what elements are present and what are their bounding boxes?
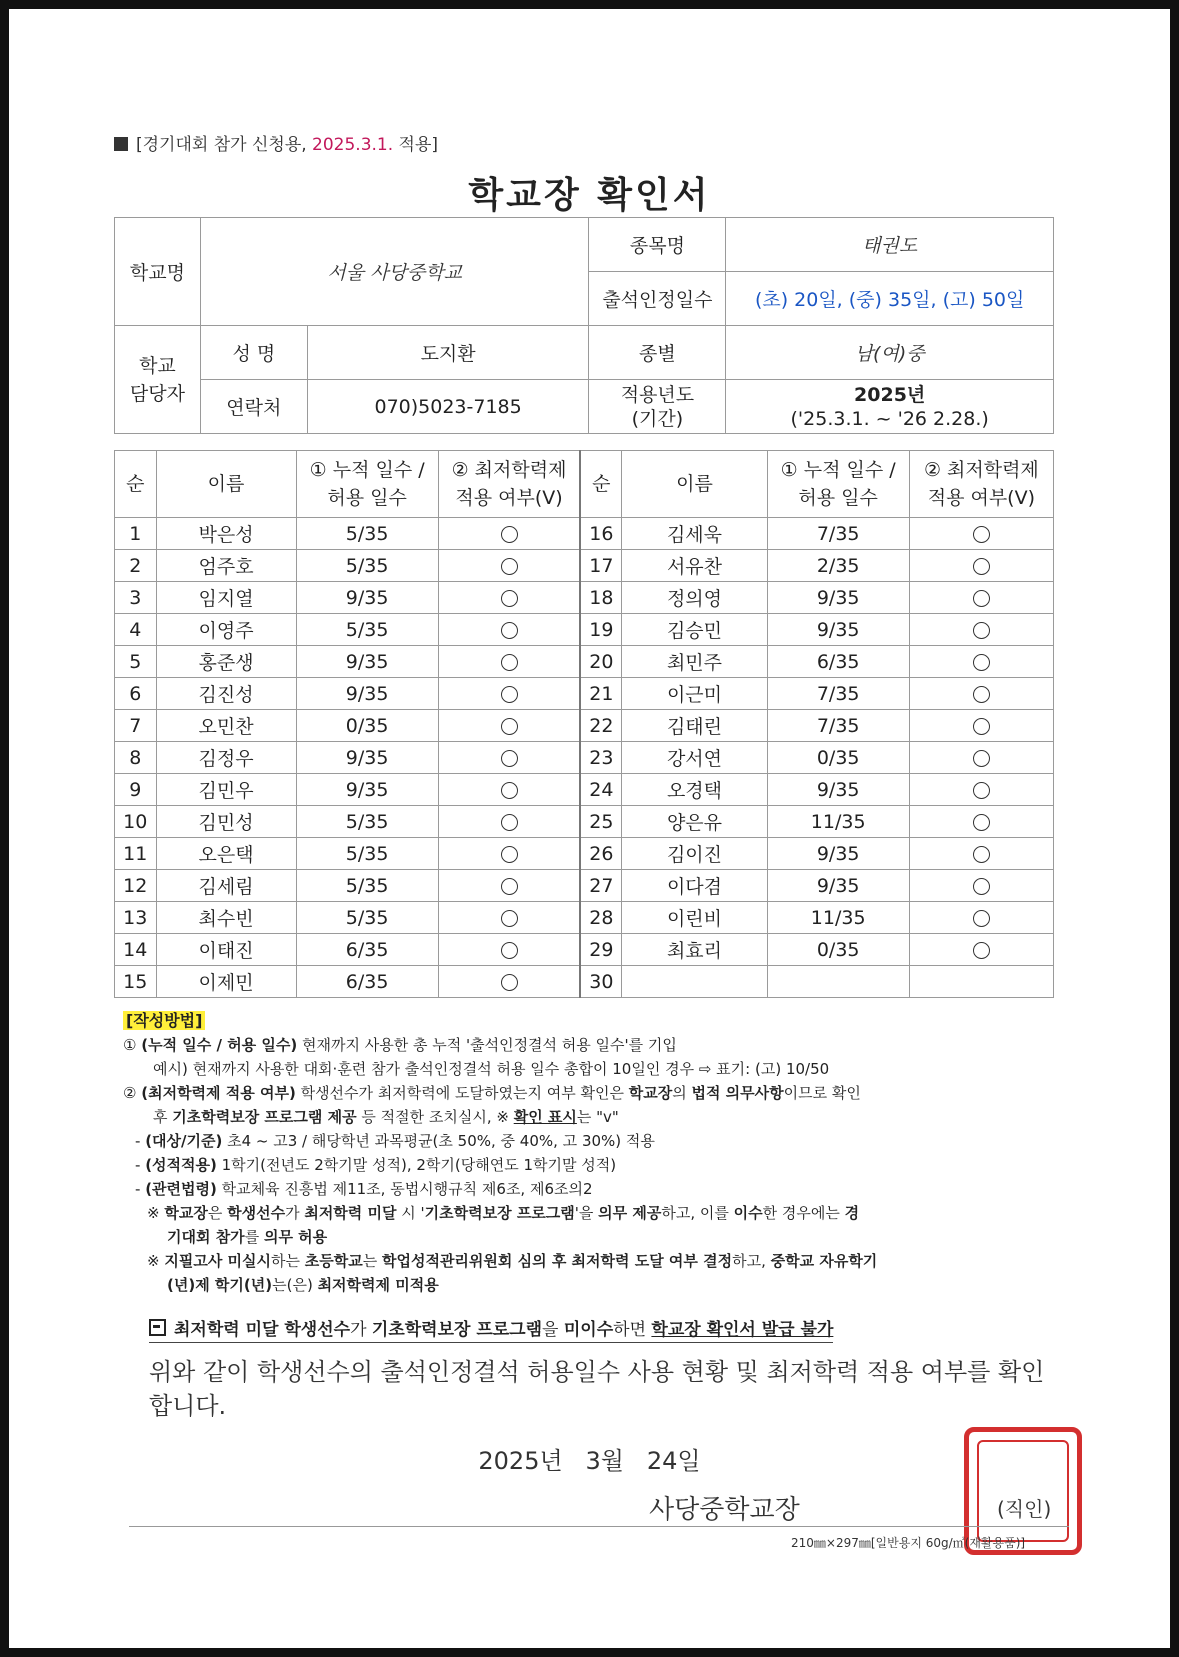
- contact-value: 070)5023-7185: [307, 380, 589, 434]
- year-cell: [726, 380, 1054, 434]
- roster-cell-days: 5/35: [296, 550, 438, 582]
- roster-cell-min: [909, 870, 1053, 902]
- roster-cell-days: 11/35: [767, 806, 909, 838]
- effective-date: 2025.3.1.: [312, 135, 394, 155]
- principal-signer: 사당중학교장: [649, 1495, 800, 1525]
- roster-cell-min: [438, 614, 580, 646]
- roster-cell-days: 6/35: [767, 646, 909, 678]
- circle-mark-icon: [501, 686, 518, 703]
- roster-row: [115, 870, 1054, 902]
- school-name-value: 서울 사당중학교: [200, 218, 589, 326]
- roster-cell-no: 10: [115, 806, 157, 838]
- circle-mark-icon: [501, 654, 518, 671]
- roster-cell-days: 5/35: [296, 806, 438, 838]
- roster-cell-name: 김세욱: [622, 518, 767, 550]
- attendance-label: 출석인정일수: [589, 272, 726, 326]
- roster-row: [115, 742, 1054, 774]
- circle-mark-icon: [501, 750, 518, 767]
- roster-cell-min: [909, 806, 1053, 838]
- roster-row: [115, 806, 1054, 838]
- roster-cell-no: 17: [580, 550, 622, 582]
- roster-cell-no: 25: [580, 806, 622, 838]
- roster-cell-no: 27: [580, 870, 622, 902]
- confirmation-statement: 위와 같이 학생선수의 출석인정결석 허용일수 사용 현황 및 최저학력 적용 여부를 확인합니다.: [149, 1358, 1045, 1420]
- arrow-box-icon: [149, 1319, 166, 1336]
- roster-cell-min: [438, 838, 580, 870]
- roster-cell-min: [909, 646, 1053, 678]
- gender-label: 종별: [589, 326, 726, 380]
- roster-cell-days: 11/35: [767, 902, 909, 934]
- roster-cell-days: [767, 966, 909, 998]
- roster-cell-name: 강서연: [622, 742, 767, 774]
- roster-cell-no: 30: [580, 966, 622, 998]
- header-days: ① 누적 일수 / 허용 일수: [767, 451, 909, 518]
- roster-cell-min: [438, 742, 580, 774]
- roster-cell-name: 오경택: [622, 774, 767, 806]
- header-name: 이름: [622, 451, 767, 518]
- roster-cell-days: 9/35: [296, 646, 438, 678]
- roster-cell-name: 오은택: [156, 838, 296, 870]
- circle-mark-icon: [973, 718, 990, 735]
- roster-cell-name: 오민찬: [156, 710, 296, 742]
- roster-cell-min: [909, 966, 1053, 998]
- circle-mark-icon: [501, 814, 518, 831]
- roster-cell-min: [909, 742, 1053, 774]
- gender-value: 남(여)중: [726, 326, 1054, 380]
- paper-spec: 210㎜×297㎜[일반용지 60g/㎡(재활용품)]: [791, 1536, 1026, 1550]
- roster-row: [115, 902, 1054, 934]
- issue-date: 2025년 3월 24일: [478, 1447, 701, 1475]
- roster-cell-no: 13: [115, 902, 157, 934]
- roster-cell-days: 0/35: [767, 934, 909, 966]
- circle-mark-icon: [973, 846, 990, 863]
- roster-row: [115, 518, 1054, 550]
- roster-cell-name: 정의영: [622, 582, 767, 614]
- notice-line: 최저학력 미달 학생선수가 기초학력보장 프로그램을 미이수하면 학교장 확인서 발급 불가: [149, 1315, 833, 1343]
- roster-cell-name: 김민성: [156, 806, 296, 838]
- circle-mark-icon: [973, 558, 990, 575]
- guide-line-3: ② (최저학력제 적용 여부) 학생선수가 최저학력에 도달하였는지 여부 확인은 학교장의 법적 의무사항이므로 확인: [123, 1084, 861, 1102]
- header-name: 이름: [156, 451, 296, 518]
- header-min: ② 최저학력제 적용 여부(V): [909, 451, 1053, 518]
- roster-cell-name: 이근미: [622, 678, 767, 710]
- manager-label: 학교 담당자: [115, 326, 201, 434]
- roster-row: [115, 646, 1054, 678]
- roster-cell-days: 2/35: [767, 550, 909, 582]
- roster-cell-no: 2: [115, 550, 157, 582]
- circle-mark-icon: [973, 590, 990, 607]
- roster-cell-name: 홍준생: [156, 646, 296, 678]
- roster-cell-days: 7/35: [767, 678, 909, 710]
- roster-cell-days: 9/35: [767, 774, 909, 806]
- roster-cell-no: 5: [115, 646, 157, 678]
- roster-cell-min: [438, 806, 580, 838]
- writing-guide: [123, 1009, 1063, 1297]
- guide-line-10: ※ 지필고사 미실시하는 초등학교는 학업성적관리위원회 심의 후 최저학력 도달 여부 결정하고, 중학교 자유학기: [147, 1252, 878, 1270]
- header-days: ① 누적 일수 / 허용 일수: [296, 451, 438, 518]
- event-value: 태권도: [726, 218, 1054, 272]
- roster-cell-days: 9/35: [767, 614, 909, 646]
- roster-cell-name: 이영주: [156, 614, 296, 646]
- roster-cell-no: 26: [580, 838, 622, 870]
- roster-cell-days: 9/35: [767, 582, 909, 614]
- roster-cell-no: 6: [115, 678, 157, 710]
- roster-cell-no: 18: [580, 582, 622, 614]
- circle-mark-icon: [501, 718, 518, 735]
- period-value: ('25.3.1. ~ '26 2.28.): [790, 407, 989, 430]
- roster-header-row: [115, 451, 1054, 518]
- event-label: 종목명: [589, 218, 726, 272]
- roster-cell-no: 1: [115, 518, 157, 550]
- roster-cell-name: 최수빈: [156, 902, 296, 934]
- guide-line-9: 기대회 참가를 의무 허용: [167, 1228, 328, 1246]
- roster-cell-min: [909, 710, 1053, 742]
- guide-line-8: ※ 학교장은 학생선수가 최저학력 미달 시 '기초학력보장 프로그램'을 의무 제공하고, 이를 이수한 경우에는 경: [147, 1204, 860, 1222]
- application-purpose-line: [경기대회 참가 신청용, 2025.3.1. 적용]: [114, 130, 438, 155]
- guide-line-11: (년)제 학기(년)는(은) 최저학력제 미적용: [167, 1276, 439, 1294]
- roster-row: [115, 582, 1054, 614]
- square-bullet-icon: [114, 137, 128, 151]
- roster-cell-days: 9/35: [767, 870, 909, 902]
- roster-cell-no: 11: [115, 838, 157, 870]
- seal-label: (직인): [997, 1497, 1052, 1521]
- roster-cell-name: 양은유: [622, 806, 767, 838]
- document-page: [9, 9, 1170, 1648]
- info-table: [114, 217, 1054, 434]
- attendance-value: (초) 20일, (중) 35일, (고) 50일: [726, 272, 1054, 326]
- footer-divider: [129, 1526, 1069, 1527]
- roster-cell-no: 12: [115, 870, 157, 902]
- roster-cell-min: [438, 710, 580, 742]
- roster-row: [115, 614, 1054, 646]
- header-no: 순: [580, 451, 622, 518]
- roster-cell-days: 9/35: [296, 774, 438, 806]
- circle-mark-icon: [973, 654, 990, 671]
- roster-cell-min: [909, 518, 1053, 550]
- roster-cell-no: 23: [580, 742, 622, 774]
- guide-line-7: - (관련법령) 학교체육 진흥법 제11조, 동법시행규칙 제6조, 제6조의2: [135, 1180, 593, 1198]
- roster-cell-name: 최효리: [622, 934, 767, 966]
- roster-cell-name: 김민우: [156, 774, 296, 806]
- circle-mark-icon: [501, 622, 518, 639]
- roster-cell-no: 14: [115, 934, 157, 966]
- manager-name-label: 성 명: [200, 326, 307, 380]
- contact-label: 연락처: [200, 380, 307, 434]
- document-title: 학교장 확인서: [468, 175, 711, 216]
- roster-cell-no: 19: [580, 614, 622, 646]
- circle-mark-icon: [973, 526, 990, 543]
- student-roster-table: [114, 450, 1054, 998]
- circle-mark-icon: [973, 622, 990, 639]
- roster-cell-min: [909, 838, 1053, 870]
- roster-cell-min: [438, 646, 580, 678]
- roster-cell-min: [438, 582, 580, 614]
- roster-cell-min: [438, 902, 580, 934]
- circle-mark-icon: [973, 686, 990, 703]
- roster-cell-min: [438, 966, 580, 998]
- roster-cell-name: 이다겸: [622, 870, 767, 902]
- roster-cell-name: 엄주호: [156, 550, 296, 582]
- guide-line-6: - (성적적용) 1학기(전년도 2학기말 성적), 2학기(당해연도 1학기말 성적): [135, 1156, 617, 1174]
- roster-cell-days: 7/35: [767, 710, 909, 742]
- roster-cell-no: 3: [115, 582, 157, 614]
- roster-cell-no: 20: [580, 646, 622, 678]
- roster-cell-days: 0/35: [767, 742, 909, 774]
- roster-cell-no: 4: [115, 614, 157, 646]
- roster-cell-days: 7/35: [767, 518, 909, 550]
- circle-mark-icon: [501, 590, 518, 607]
- circle-mark-icon: [501, 558, 518, 575]
- roster-row: [115, 934, 1054, 966]
- roster-cell-days: 6/35: [296, 934, 438, 966]
- roster-cell-name: 김세림: [156, 870, 296, 902]
- year-value: 2025년: [854, 383, 926, 406]
- roster-cell-name: 김태린: [622, 710, 767, 742]
- roster-cell-name: 최민주: [622, 646, 767, 678]
- guide-line-5: - (대상/기준) 초4 ~ 고3 / 해당학년 과목평균(초 50%, 중 40%, 고 30%) 적용: [135, 1132, 655, 1150]
- roster-row: [115, 710, 1054, 742]
- roster-cell-days: 6/35: [296, 966, 438, 998]
- roster-row: [115, 838, 1054, 870]
- roster-cell-min: [909, 678, 1053, 710]
- roster-cell-min: [909, 550, 1053, 582]
- roster-cell-name: 김승민: [622, 614, 767, 646]
- guide-line-4: 후 기초학력보장 프로그램 제공 등 적절한 조치실시, ※ 확인 표시는 "v": [153, 1108, 619, 1126]
- roster-cell-no: 21: [580, 678, 622, 710]
- circle-mark-icon: [973, 942, 990, 959]
- circle-mark-icon: [501, 910, 518, 927]
- roster-cell-min: [909, 582, 1053, 614]
- circle-mark-icon: [501, 526, 518, 543]
- roster-cell-min: [909, 902, 1053, 934]
- roster-cell-no: 15: [115, 966, 157, 998]
- roster-cell-name: 이린비: [622, 902, 767, 934]
- roster-cell-min: [909, 614, 1053, 646]
- roster-cell-min: [438, 870, 580, 902]
- roster-cell-min: [438, 550, 580, 582]
- circle-mark-icon: [973, 910, 990, 927]
- guide-line-1: ① (누적 일수 / 허용 일수) 현재까지 사용한 총 누적 '출석인정결석 허용 일수'를 기입: [123, 1036, 677, 1054]
- circle-mark-icon: [973, 814, 990, 831]
- roster-cell-min: [909, 774, 1053, 806]
- roster-cell-days: 5/35: [296, 614, 438, 646]
- roster-cell-name: 이태진: [156, 934, 296, 966]
- roster-row: [115, 774, 1054, 806]
- header-no: 순: [115, 451, 157, 518]
- circle-mark-icon: [973, 750, 990, 767]
- roster-cell-name: 김정우: [156, 742, 296, 774]
- roster-cell-name: 김이진: [622, 838, 767, 870]
- roster-cell-name: 임지열: [156, 582, 296, 614]
- roster-cell-min: [909, 934, 1053, 966]
- roster-cell-no: 16: [580, 518, 622, 550]
- roster-cell-name: 서유찬: [622, 550, 767, 582]
- roster-cell-min: [438, 518, 580, 550]
- roster-cell-no: 8: [115, 742, 157, 774]
- guide-label: [작성방법]: [123, 1011, 205, 1030]
- roster-cell-min: [438, 934, 580, 966]
- roster-cell-days: 9/35: [296, 742, 438, 774]
- roster-cell-days: 5/35: [296, 838, 438, 870]
- roster-cell-no: 28: [580, 902, 622, 934]
- roster-cell-name: 김진성: [156, 678, 296, 710]
- school-name-label: 학교명: [115, 218, 201, 326]
- roster-cell-days: 0/35: [296, 710, 438, 742]
- roster-cell-no: 24: [580, 774, 622, 806]
- roster-cell-name: [622, 966, 767, 998]
- circle-mark-icon: [973, 878, 990, 895]
- circle-mark-icon: [501, 942, 518, 959]
- roster-row: [115, 966, 1054, 998]
- circle-mark-icon: [501, 782, 518, 799]
- roster-cell-min: [438, 678, 580, 710]
- roster-cell-days: 5/35: [296, 902, 438, 934]
- roster-cell-no: 9: [115, 774, 157, 806]
- roster-row: [115, 678, 1054, 710]
- roster-cell-days: 9/35: [296, 582, 438, 614]
- roster-cell-days: 5/35: [296, 518, 438, 550]
- manager-name-value: 도지환: [307, 326, 589, 380]
- roster-cell-days: 9/35: [296, 678, 438, 710]
- circle-mark-icon: [501, 878, 518, 895]
- circle-mark-icon: [501, 974, 518, 991]
- roster-row: [115, 550, 1054, 582]
- roster-cell-no: 29: [580, 934, 622, 966]
- roster-cell-min: [438, 774, 580, 806]
- roster-cell-days: 9/35: [767, 838, 909, 870]
- header-min: ② 최저학력제 적용 여부(V): [438, 451, 580, 518]
- roster-cell-days: 5/35: [296, 870, 438, 902]
- roster-cell-name: 이제민: [156, 966, 296, 998]
- roster-cell-no: 7: [115, 710, 157, 742]
- circle-mark-icon: [973, 782, 990, 799]
- year-label: 적용년도 (기간): [589, 380, 726, 434]
- roster-cell-no: 22: [580, 710, 622, 742]
- circle-mark-icon: [501, 846, 518, 863]
- roster-cell-name: 박은성: [156, 518, 296, 550]
- guide-line-2: 예시) 현재까지 사용한 대회·훈련 참가 출석인정결석 허용 일수 총합이 10일인 경우 ⇨ 표기: (고) 10/50: [153, 1060, 830, 1078]
